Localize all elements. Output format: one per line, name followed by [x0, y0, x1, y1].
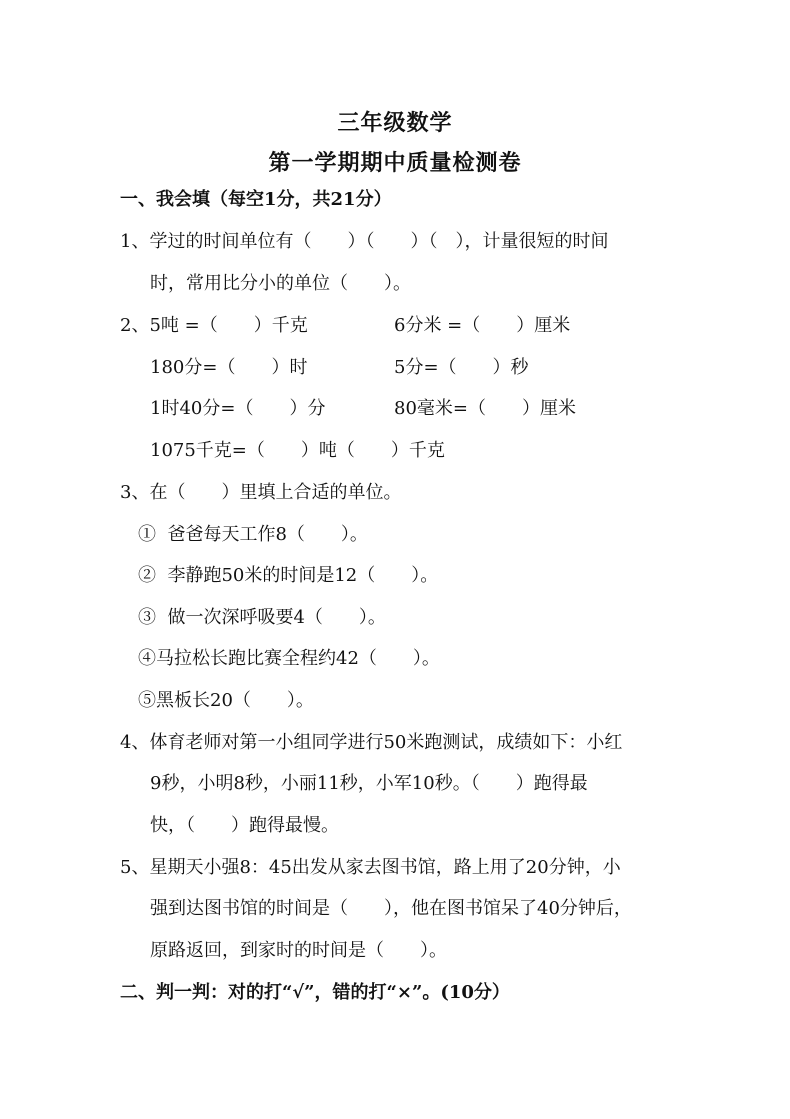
question-3-item-2: ② 李静跑50米的时间是12（ ）。: [138, 565, 439, 586]
question-3-item-4: ④马拉松长跑比赛全程约42（ ）。: [138, 648, 440, 669]
question-3-item-5: ⑤黑板长20（ ）。: [138, 690, 314, 711]
question-5-line-3: 原路返回，到家时的时间是（ ）。: [150, 940, 447, 961]
question-3-item-1: ① 爸爸每天工作8（ ）。: [138, 524, 368, 545]
question-2-item-d: 5分=（ ）秒: [394, 357, 529, 378]
question-3-line: 3、在（ ）里填上合适的单位。: [120, 482, 402, 503]
question-5-line-2: 强到达图书馆的时间是（ ），他在图书馆呆了40分钟后，: [150, 898, 632, 919]
question-4-line-3: 快，（ ）跑得最慢。: [150, 815, 339, 836]
question-2-item-g: 1075千克=（ ）吨（ ）千克: [150, 440, 445, 461]
question-1-line-2: 时，常用比分小的单位（ ）。: [150, 273, 411, 294]
question-4-line-1: 4、体育老师对第一小组同学进行50米跑测试，成绩如下：小红: [120, 732, 623, 753]
question-4-line-2: 9秒，小明8秒，小丽11秒，小军10秒。（ ）跑得最: [150, 773, 588, 794]
question-5-line-1: 5、星期天小强8：45出发从家去图书馆，路上用了20分钟，小: [120, 857, 621, 878]
question-2-item-e: 1时40分=（ ）分: [150, 398, 326, 419]
section-1-heading: 一、我会填（每空1分，共21分）: [120, 189, 392, 210]
page-subtitle: 第一学期期中质量检测卷: [268, 150, 522, 176]
section-2-heading: 二、判一判：对的打“√”，错的打“×”。(10分）: [120, 982, 510, 1003]
question-2-item-f: 80毫米=（ ）厘米: [394, 398, 576, 419]
page-title: 三年级数学: [337, 110, 453, 136]
question-1-line-1: 1、学过的时间单位有（ ）（ ）（ ），计量很短的时间: [120, 231, 609, 252]
question-3-item-3: ③ 做一次深呼吸要4（ ）。: [138, 607, 386, 628]
question-2-item-b: 6分米 =（ ）厘米: [394, 315, 571, 336]
question-2-item-a: 2、5吨 =（ ）千克: [120, 315, 308, 336]
question-2-item-c: 180分=（ ）时: [150, 357, 308, 378]
